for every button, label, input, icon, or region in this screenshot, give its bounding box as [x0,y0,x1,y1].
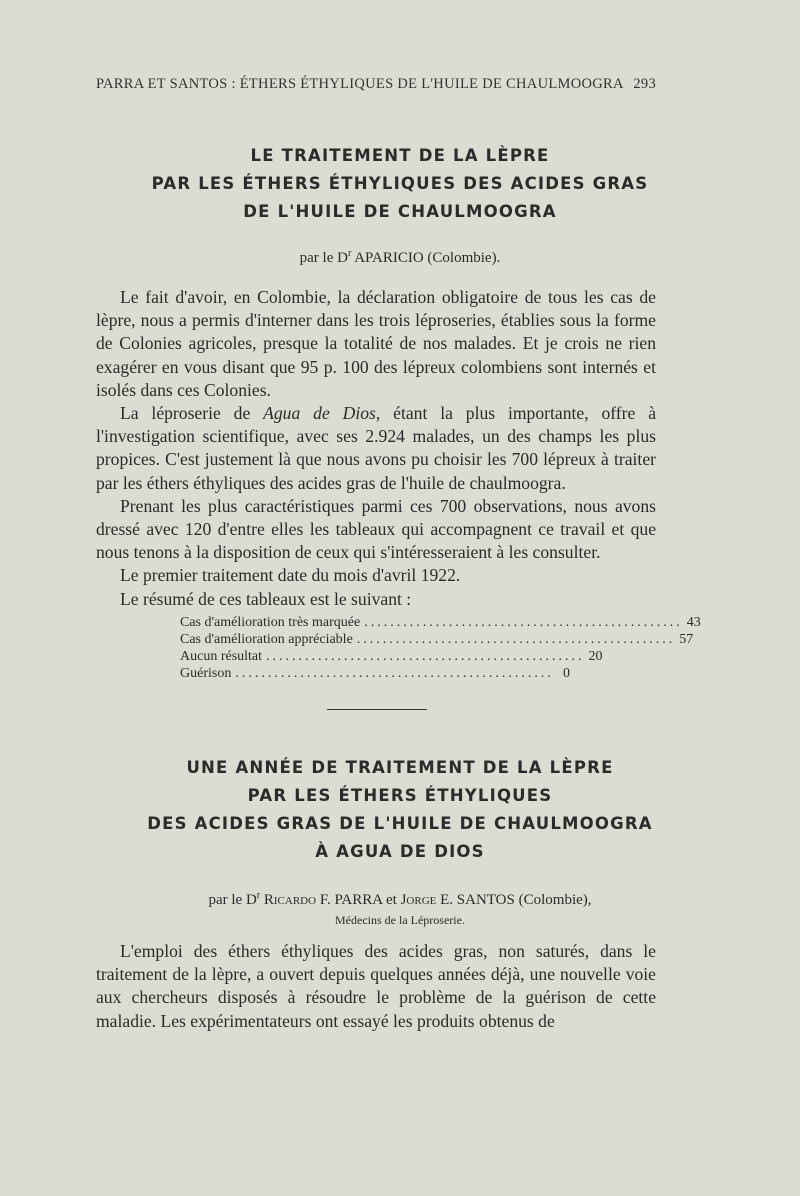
section-divider [327,709,427,710]
paragraph: Prenant les plus caractéristiques parmi ces 700 observations, nous avons dressé avec 120 d'entre elles les tableaux qui accompagnent ce travail et que nous tenons à la disposition de ceux qui s'intéresseraient à les consulter. [96,495,656,563]
article1-byline: par le $D^r$ APARICIO (Colombie). [299,248,501,266]
paragraph: Le fait d'avoir, en Colombie, la déclaration obligatoire de tous les cas de lèpre, nous a permis d'interner dans les trois léproseries, établies sous la forme de Colonies agricoles, presque la totalité de nos malades. Et je crois ne rien exagérer en vous disant que 95 p. 100 des lépreux colombiens sont internés et isolés dans ces Colonies. [96,287,656,400]
article1-title-line: DE L'HUILE DE CHAULMOOGRA [243,202,557,221]
article2-title-line: DES ACIDES GRAS DE L'HUILE DE CHAULMOOGRA [147,814,653,833]
running-head-title: PARRA ET SANTOS : ÉTHERS ÉTHYLIQUES DE L'HUILE DE CHAULMOOGRA [96,76,624,92]
article2-affiliation: Médecins de la Léproserie. [335,913,465,927]
page-number: 293 [633,76,656,92]
article1-body [96,286,656,611]
results-row: Aucun résultat ................................................. 20 [180,649,603,664]
paragraph: La léproserie de Agua de Dios, étant la plus importante, offre à l'investigation scientifique, avec ses 2.924 malades, un des champs les plus propices. C'est justement là que nous avons pu choisir les 700 lépreux à traiter par les éthers éthyliques des acides gras de l'huile de chaulmoogra. [96,403,657,493]
results-row: Cas d'amélioration appréciable ................................................. 57 [180,632,694,647]
article2-title-line: PAR LES ÉTHERS ÉTHYLIQUES [247,786,553,805]
article2-title [0,754,800,928]
running-head [96,76,656,93]
article1-title-line: PAR LES ÉTHERS ÉTHYLIQUES DES ACIDES GRAS [151,174,649,193]
article2-title-line: UNE ANNÉE DE TRAITEMENT DE LA LÈPRE [186,758,614,777]
article2-byline: par le $D^r$ Ricardo F. PARRA et Jorge E. SANTOS (Colombie), [208,890,592,908]
results-row: Cas d'amélioration très marquée ................................................. 43 [180,615,701,630]
paragraph: Le premier traitement date du mois d'avril 1922. [120,565,461,586]
article1-title-line: LE TRAITEMENT DE LA LÈPRE [250,146,550,165]
results-row: Guérison ................................................. 0 [180,666,570,681]
results-summary [180,614,701,682]
article2-title-line: À AGUA DE DIOS [315,842,485,861]
article2-body [96,940,656,1033]
paragraph: Le résumé de ces tableaux est le suivant : [120,588,412,609]
article1-title [0,142,800,267]
paragraph: L'emploi des éthers éthyliques des acides gras, non saturés, dans le traitement de la lèpre, a ouvert depuis quelques années déjà, une nouvelle voie aux chercheurs disposés à résoudre le problème de la guérison de cette maladie. Les expérimentateurs ont essayé les produits obtenus de [96,941,656,1031]
